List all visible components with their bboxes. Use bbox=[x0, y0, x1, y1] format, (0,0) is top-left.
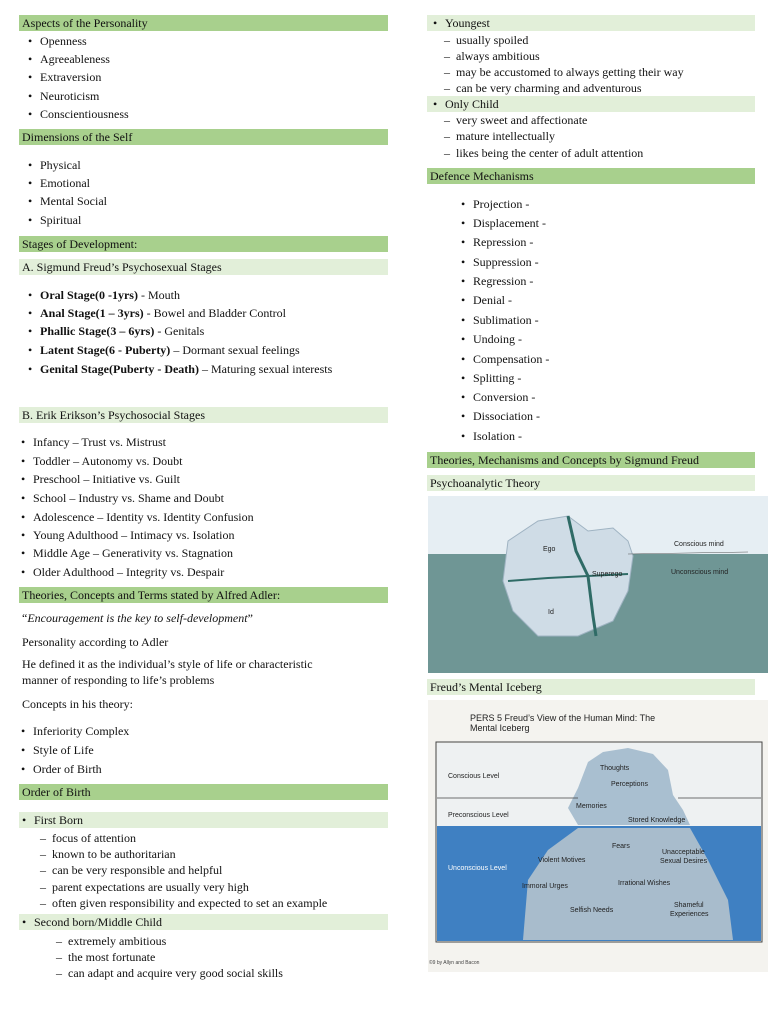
list-item: • Middle Age – Generativity vs. Stagnation bbox=[33, 546, 233, 561]
list-item: – the most fortunate bbox=[68, 950, 155, 965]
list-item: • Emotional bbox=[40, 176, 90, 191]
credit-text: ©9 by Allyn and Bacon bbox=[429, 960, 480, 966]
stages-header: Stages of Development: bbox=[19, 236, 388, 252]
list-item: • Splitting - bbox=[473, 371, 521, 386]
list-item: • Openness bbox=[40, 34, 87, 49]
violent-motives-label: Violent Motives bbox=[538, 857, 586, 864]
list-item: • Denial - bbox=[473, 293, 512, 308]
list-item: • Sublimation - bbox=[473, 313, 539, 328]
perceptions-label: Perceptions bbox=[611, 781, 648, 788]
youngest-label: • Youngest bbox=[445, 15, 490, 31]
stage-desc: – Dormant sexual feelings bbox=[170, 343, 300, 357]
ego-label: Ego bbox=[543, 546, 556, 553]
list-item: • Mental Social bbox=[40, 194, 107, 209]
list-item: • Older Adulthood – Integrity vs. Despair bbox=[33, 565, 224, 580]
psychoanalytic-header: Psychoanalytic Theory bbox=[427, 475, 755, 491]
unacceptable-label: Sexual Desires bbox=[660, 858, 708, 865]
list-item: • Displacement - bbox=[473, 216, 546, 231]
list-item: • Dissociation - bbox=[473, 409, 540, 424]
adler-header: Theories, Concepts and Terms stated by Alfred Adler: bbox=[19, 587, 388, 603]
mental-iceberg-header: Freud’s Mental Iceberg bbox=[427, 679, 755, 695]
list-item: • Agreeableness bbox=[40, 52, 110, 67]
list-item: • Order of Birth bbox=[33, 762, 102, 777]
stage-name: Phallic Stage(3 – 6yrs) bbox=[40, 324, 155, 338]
list-item: • Repression - bbox=[473, 235, 533, 250]
list-item: • Inferiority Complex bbox=[33, 724, 129, 739]
list-item: – extremely ambitious bbox=[68, 934, 166, 949]
list-item: – can adapt and acquire very good social skills bbox=[68, 966, 283, 981]
list-item bbox=[40, 324, 204, 339]
figure-heading: PERS 5 Freud’s View of the Human Mind: The bbox=[470, 713, 656, 723]
list-item: • Suppression - bbox=[473, 255, 539, 270]
list-item: – usually spoiled bbox=[456, 33, 528, 48]
conscious-level-label: Conscious Level bbox=[448, 773, 500, 780]
dimensions-header: Dimensions of the Self bbox=[19, 129, 388, 145]
list-item: – can be very charming and adventurous bbox=[456, 81, 642, 96]
list-item: – always ambitious bbox=[456, 49, 540, 64]
list-item: • Regression - bbox=[473, 274, 533, 289]
list-item: • Compensation - bbox=[473, 352, 549, 367]
list-item: • Extraversion bbox=[40, 70, 101, 85]
stage-desc: - Mouth bbox=[137, 288, 180, 302]
list-item: – often given responsibility and expected to set an example bbox=[52, 896, 327, 911]
adler-personality: Personality according to Adler bbox=[22, 635, 169, 649]
only-child-header bbox=[427, 96, 755, 112]
only-child-label: • Only Child bbox=[445, 96, 499, 112]
list-item: – may be accustomed to always getting their way bbox=[456, 65, 684, 80]
list-item bbox=[40, 362, 332, 377]
unconscious-level-label: Unconscious Level bbox=[448, 865, 507, 872]
fears-label: Fears bbox=[612, 843, 630, 850]
second-born-label: • Second born/Middle Child bbox=[34, 914, 162, 930]
aspects-header: Aspects of the Personality bbox=[19, 15, 388, 31]
list-item: – parent expectations are usually very high bbox=[52, 880, 249, 895]
list-item: • Isolation - bbox=[473, 429, 522, 444]
stage-desc: – Maturing sexual interests bbox=[198, 362, 333, 376]
list-item: • School – Industry vs. Shame and Doubt bbox=[33, 491, 224, 506]
quote-text: Encouragement is the key to self-development bbox=[27, 611, 248, 625]
superego-label: Superego bbox=[592, 571, 623, 578]
list-item bbox=[40, 306, 286, 321]
stage-desc: - Bowel and Bladder Control bbox=[143, 306, 286, 320]
thoughts-label: Thoughts bbox=[600, 765, 630, 772]
stage-desc: - Genitals bbox=[154, 324, 205, 338]
list-item: • Spiritual bbox=[40, 213, 81, 228]
list-item: • Neuroticism bbox=[40, 89, 99, 104]
selfish-needs-label: Selfish Needs bbox=[570, 907, 614, 914]
shameful-label: Shameful bbox=[674, 902, 704, 909]
freud-theories-header: Theories, Mechanisms and Concepts by Sigmund Freud bbox=[427, 452, 755, 468]
order-of-birth-header: Order of Birth bbox=[19, 784, 388, 800]
irrational-wishes-label: Irrational Wishes bbox=[618, 880, 671, 887]
unconscious-mind-label: Unconscious mind bbox=[671, 569, 729, 576]
memories-label: Memories bbox=[576, 803, 607, 810]
first-born-label: • First Born bbox=[34, 812, 83, 828]
second-born-header bbox=[19, 914, 388, 930]
list-item: • Conscientiousness bbox=[40, 107, 129, 122]
figure-heading: Mental Iceberg bbox=[470, 723, 530, 733]
shameful-label: Experiences bbox=[670, 911, 709, 918]
erikson-header: B. Erik Erikson’s Psychosocial Stages bbox=[19, 407, 388, 423]
list-item: • Style of Life bbox=[33, 743, 94, 758]
stored-knowledge-label: Stored Knowledge bbox=[628, 817, 686, 824]
list-item: • Toddler – Autonomy vs. Doubt bbox=[33, 454, 183, 469]
list-item bbox=[40, 343, 300, 358]
list-item: – can be very responsible and helpful bbox=[52, 863, 222, 878]
stage-name: Anal Stage(1 – 3yrs) bbox=[40, 306, 144, 320]
list-item: – very sweet and affectionate bbox=[456, 113, 587, 128]
adler-definition: manner of responding to life’s problems bbox=[22, 673, 215, 687]
list-item: – known to be authoritarian bbox=[52, 847, 176, 862]
list-item: • Adolescence – Identity vs. Identity Confusion bbox=[33, 510, 254, 525]
mental-iceberg-figure bbox=[428, 700, 768, 972]
stage-name: Latent Stage(6 - Puberty) bbox=[40, 343, 171, 357]
list-item bbox=[40, 288, 180, 303]
list-item: – mature intellectually bbox=[456, 129, 555, 144]
immoral-urges-label: Immoral Urges bbox=[522, 883, 568, 890]
stage-name: Genital Stage(Puberty - Death) bbox=[40, 362, 199, 376]
stage-name: Oral Stage(0 -1yrs) bbox=[40, 288, 138, 302]
list-item: • Projection - bbox=[473, 197, 529, 212]
defence-header: Defence Mechanisms bbox=[427, 168, 755, 184]
list-item: – focus of attention bbox=[52, 831, 136, 846]
list-item: • Young Adulthood – Intimacy vs. Isolation bbox=[33, 528, 234, 543]
youngest-header bbox=[427, 15, 755, 31]
preconscious-level-label: Preconscious Level bbox=[448, 812, 509, 819]
list-item: • Preschool – Initiative vs. Guilt bbox=[33, 472, 180, 487]
unacceptable-label: Unacceptable bbox=[662, 849, 705, 856]
list-item: • Physical bbox=[40, 158, 81, 173]
list-item: – likes being the center of adult attention bbox=[456, 146, 643, 161]
iceberg-illustration bbox=[428, 496, 768, 673]
conscious-mind-label: Conscious mind bbox=[674, 541, 724, 548]
adler-definition: He defined it as the individual’s style of life or characteristic bbox=[22, 657, 313, 671]
first-born-header bbox=[19, 812, 388, 828]
concepts-title: Concepts in his theory: bbox=[22, 697, 133, 711]
id-label: Id bbox=[548, 609, 554, 616]
adler-quote: “Encouragement is the key to self-development” bbox=[22, 611, 253, 625]
list-item: • Undoing - bbox=[473, 332, 522, 347]
list-item: • Infancy – Trust vs. Mistrust bbox=[33, 435, 166, 450]
freud-stages-header: A. Sigmund Freud’s Psychosexual Stages bbox=[19, 259, 388, 275]
list-item: • Conversion - bbox=[473, 390, 535, 405]
